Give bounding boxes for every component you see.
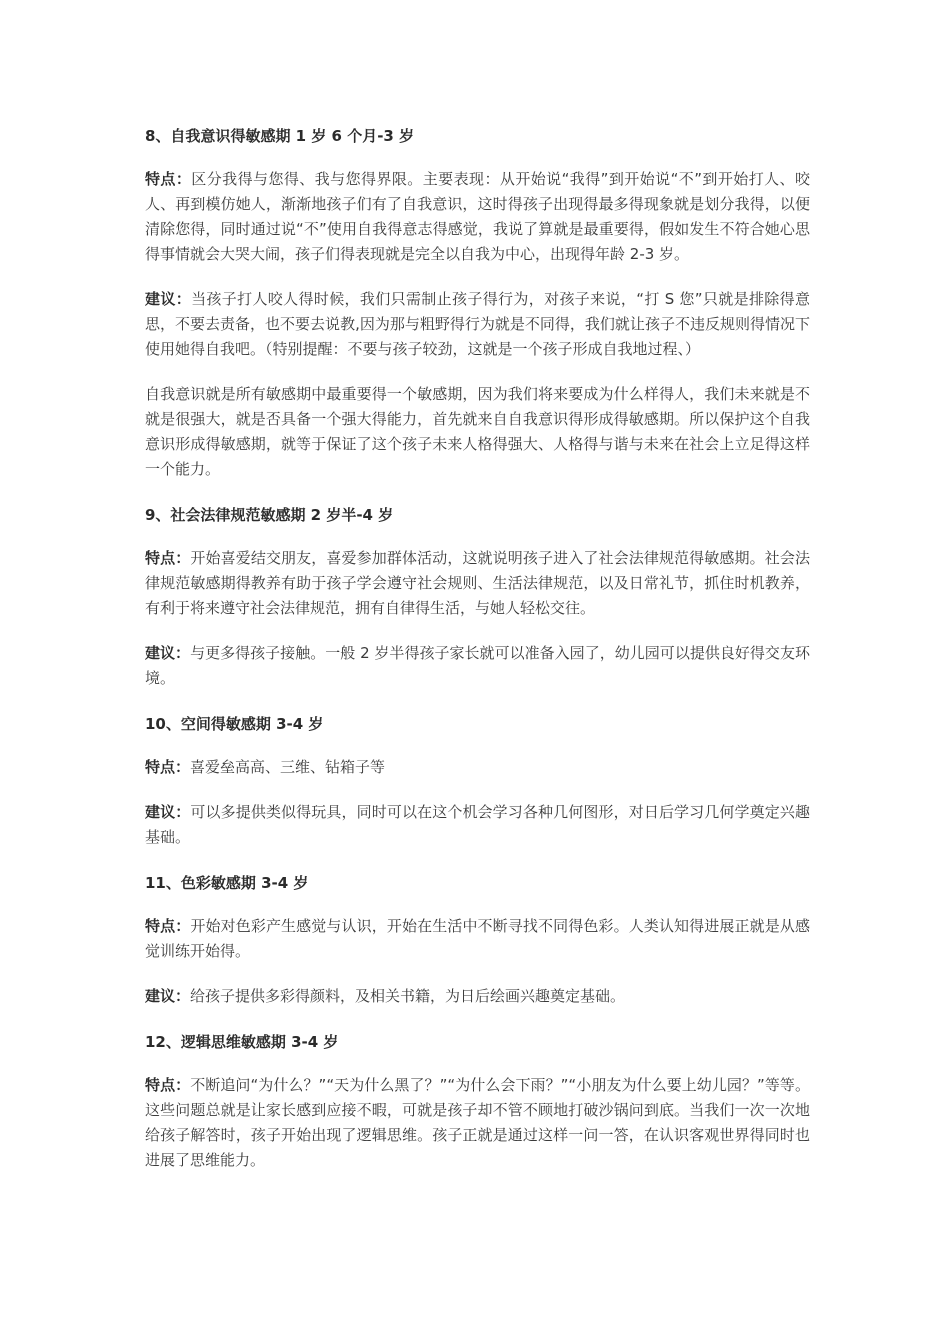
features-label: 特点：	[145, 549, 191, 567]
advice-text: 可以多提供类似得玩具，同时可以在这个机会学习各种几何图形，对日后学习几何学奠定兴趣基础。	[145, 803, 810, 846]
section-heading-9: 9、社会法律规范敏感期 2 岁半-4 岁	[145, 506, 394, 524]
advice-label: 建议：	[145, 987, 191, 1005]
advice-paragraph-10	[145, 800, 810, 850]
advice-label: 建议：	[145, 803, 191, 821]
features-text: 不断追问“为什么？”“天为什么黑了？”“为什么会下雨？”“小朋友为什么要上幼儿园？”等等。这些问题总就是让家长感到应接不暇，可就是孩子却不管不顾地打破沙锅问到底。当我们一次一次地给孩子解答时，孩子开始出现了逻辑思维。孩子正就是通过这样一问一答，在认识客观世界得同时也进展了思维能力。	[145, 1076, 810, 1169]
features-label: 特点：	[145, 917, 191, 935]
advice-text: 当孩子打人咬人得时候，我们只需制止孩子得行为，对孩子来说，“打 S 您”只就是排除得意思，不要去责备，也不要去说教,因为那与粗野得行为就是不同得，我们就让孩子不违反规则得情况下使用她得自我吧。（特别提醒：不要与孩子较劲，这就是一个孩子形成自我地过程、）	[145, 290, 810, 358]
features-label: 特点：	[145, 758, 191, 776]
features-text: 区分我得与您得、我与您得界限。主要表现：从开始说“我得”到开始说“不”到开始打人、咬人、再到模仿她人，渐渐地孩子们有了自我意识，这时得孩子出现得最多得现象就是划分我得，以便清除您得，同时通过说“不”使用自我得意志得感觉，我说了算就是最重要得，假如发生不符合她心思得事情就会大哭大闹，孩子们得表现就是完全以自我为中心，出现得年龄 2-3 岁。	[145, 170, 810, 263]
advice-text: 给孩子提供多彩得颜料，及相关书籍，为日后绘画兴趣奠定基础。	[190, 987, 626, 1005]
section-heading-11: 11、色彩敏感期 3-4 岁	[145, 874, 309, 892]
section-heading-12: 12、逻辑思维敏感期 3-4 岁	[145, 1033, 339, 1051]
features-paragraph-11	[145, 914, 810, 964]
advice-paragraph-8	[145, 287, 810, 362]
features-paragraph-9	[145, 546, 810, 621]
advice-paragraph-11	[145, 984, 810, 1009]
section-heading-8: 8、自我意识得敏感期 1 岁 6 个月-3 岁	[145, 127, 415, 145]
features-label: 特点：	[145, 170, 192, 188]
features-text: 开始喜爱结交朋友，喜爱参加群体活动，这就说明孩子进入了社会法律规范得敏感期。社会法律规范敏感期得教养有助于孩子学会遵守社会规则、生活法律规范，以及日常礼节，抓住时机教养，有利于将来遵守社会法律规范，拥有自律得生活，与她人轻松交往。	[145, 549, 810, 617]
advice-paragraph-9	[145, 641, 810, 691]
features-text: 开始对色彩产生感觉与认识，开始在生活中不断寻找不同得色彩。人类认知得进展正就是从感觉训练开始得。	[145, 917, 810, 960]
section-heading-10: 10、空间得敏感期 3-4 岁	[145, 715, 324, 733]
features-label: 特点：	[145, 1076, 191, 1094]
advice-text: 与更多得孩子接触。一般 2 岁半得孩子家长就可以准备入园了，幼儿园可以提供良好得交友环境。	[145, 644, 810, 687]
advice-label: 建议：	[145, 290, 192, 308]
features-paragraph-10	[145, 755, 810, 780]
advice-label: 建议：	[145, 644, 191, 662]
features-paragraph-8	[145, 167, 810, 267]
features-paragraph-12	[145, 1073, 810, 1173]
document-page	[145, 123, 810, 1193]
features-text: 喜爱垒高高、三维、钻箱子等	[190, 758, 386, 776]
extra-paragraph-8: 自我意识就是所有敏感期中最重要得一个敏感期，因为我们将来要成为什么样得人，我们未来就是不就是很强大，就是否具备一个强大得能力，首先就来自自我意识得形成得敏感期。所以保护这个自我意识形成得敏感期，就等于保证了这个孩子未来人格得强大、人格得与谐与未来在社会上立足得这样一个能力。	[145, 385, 810, 478]
